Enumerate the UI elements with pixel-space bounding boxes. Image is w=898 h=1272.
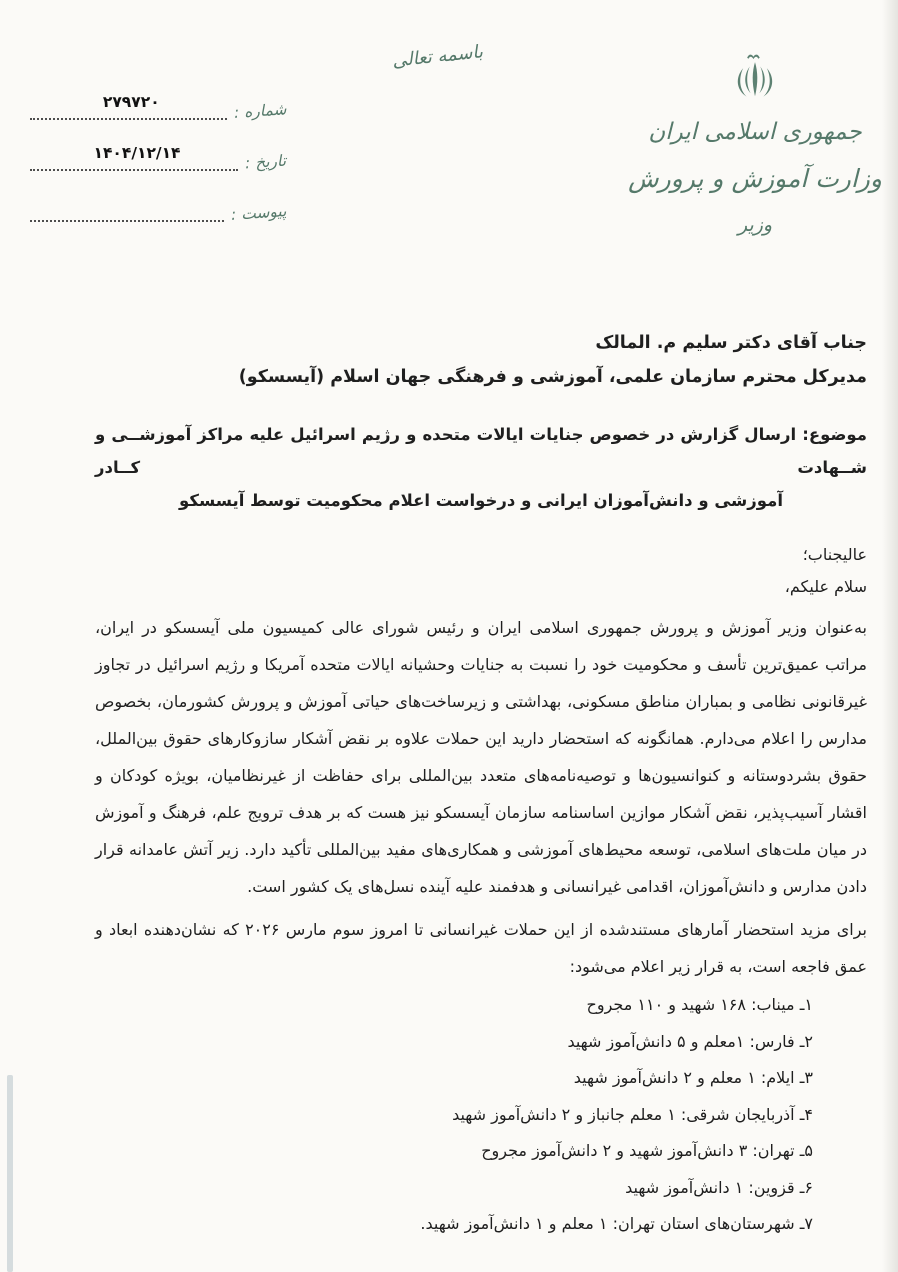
casualty-item-tehran: ۵ـ تهران: ۳ دانش‌آموز شهید و ۲ دانش‌آموز مجروح	[481, 1141, 813, 1160]
date-value: ۱۴۰۴/۱۲/۱۴	[93, 144, 181, 162]
attachment-dotted-line	[30, 214, 224, 222]
reference-date-row	[30, 144, 287, 173]
date-label: تاریخ :	[244, 151, 287, 173]
casualty-item-ilam: ۳ـ ایلام: ۱ معلم و ۲ دانش‌آموز شهید	[573, 1068, 813, 1087]
letterhead	[626, 48, 884, 244]
number-value: ۲۷۹۷۲۰	[102, 93, 160, 111]
subject-line-1: موضوع: ارسال گزارش در خصوص جنایات ایالات متحده و رژیم اسرائیل علیه مراکز آموزشــی و شــهادت کــادر	[95, 425, 867, 477]
date-dotted-line	[30, 144, 238, 171]
casualty-item-qazvin: ۶ـ قزوین: ۱ دانش‌آموز شهید	[625, 1177, 813, 1197]
casualty-item-fars: ۲ـ فارس: ۱معلم و ۵ دانش‌آموز شهید	[567, 1031, 813, 1051]
greeting-block	[95, 539, 867, 603]
reference-block	[30, 93, 287, 224]
casualty-item-east-azerbaijan: ۴ـ آذربایجان شرقی: ۱ معلم جانباز و ۲ دانش‌آموز شهید	[452, 1104, 813, 1124]
number-label: شماره :	[232, 100, 287, 122]
subject-line-2: آموزشی و دانش‌آموزان ایرانی و درخواست اعلام محکومیت توسط آیسسکو	[179, 491, 783, 510]
bismillah-text: باسمه تعالی	[391, 41, 484, 72]
scan-edge-right	[882, 0, 898, 1272]
reference-number-row	[30, 93, 287, 122]
casualty-list	[95, 987, 867, 1243]
greeting-excellency: عالیجناب؛	[802, 545, 867, 564]
scan-edge-left	[7, 1075, 13, 1272]
attachment-label: پیوست :	[230, 202, 287, 224]
body-paragraph-2: برای مزید استحضار آمارهای مستندشده از این حملات غیرانسانی تا امروز سوم مارس ۲۰۲۶ که نشان‌دهنده ابعاد و عمق فاجعه است، به قرار زیر اعلام می‌شود:	[95, 920, 868, 976]
org-title-minister: وزیر	[737, 214, 773, 236]
iran-emblem-icon	[727, 48, 783, 106]
reference-attachment-row	[30, 204, 286, 222]
casualty-item-tehran-province: ۷ـ شهرستان‌های استان تهران: ۱ معلم و ۱ دانش‌آموز شهید.	[420, 1214, 813, 1233]
recipient-name: جناب آقای دکتر سلیم م. المالک	[595, 333, 867, 353]
org-name-country: جمهوری اسلامی ایران	[648, 119, 862, 145]
body-paragraph-1: به‌عنوان وزیر آموزش و پرورش جمهوری اسلامی ایران و رئیس شورای عالی کمیسیون ملی آیسسکو در ایران، مراتب عمیق‌ترین تأسف و محکومیت خود را نسبت به جنایات وحشیانه ایالات متحده آمریکا و رژیم اسرائیل در تجاوز غیرقانونی نظامی و بمباران مناطق مسکونی، بهداشتی و زیرساخت‌های حیاتی آموزش و پرورش کشورمان، بخصوص مدارس را اعلام می‌دارم. همانگونه که استحضار دارید این حملات علاوه بر نقض آشکار سازوکارهای حقوق بین‌الملل، حقوق بشردوستانه و کنوانسیون‌ها و توصیه‌نامه‌های متعدد بین‌المللی برای حفاظت از غیرنظامیان، بویژه کودکان و اقشار آسیب‌پذیر، نقض آشکار موازین اساسنامه سازمان آیسسکو نیز هست که بر هدف ترویج علم، فرهنگ و آموزش در میان ملت‌های اسلامی، توسعه محیط‌های آموزشی و همکاری‌های مفید بین‌المللی تأکید دارد. زیر آتش عامدانه قرار دادن مدارس و دانش‌آموزان، اقدامی غیرانسانی و هدفمند علیه آینده نسل‌های یک کشور است.	[95, 618, 867, 896]
org-name-ministry: وزارت آموزش و پرورش	[628, 164, 882, 193]
number-dotted-line	[30, 93, 227, 120]
recipient-title: مدیرکل محترم سازمان علمی، آموزشی و فرهنگی جهان اسلام (آیسسکو)	[238, 367, 867, 387]
casualty-item-minab: ۱ـ میناب: ۱۶۸ شهید و ۱۱۰ مجروح	[586, 995, 813, 1014]
letter-content	[95, 326, 867, 1243]
greeting-salam: سلام علیکم،	[784, 577, 867, 596]
subject-block	[95, 418, 867, 517]
